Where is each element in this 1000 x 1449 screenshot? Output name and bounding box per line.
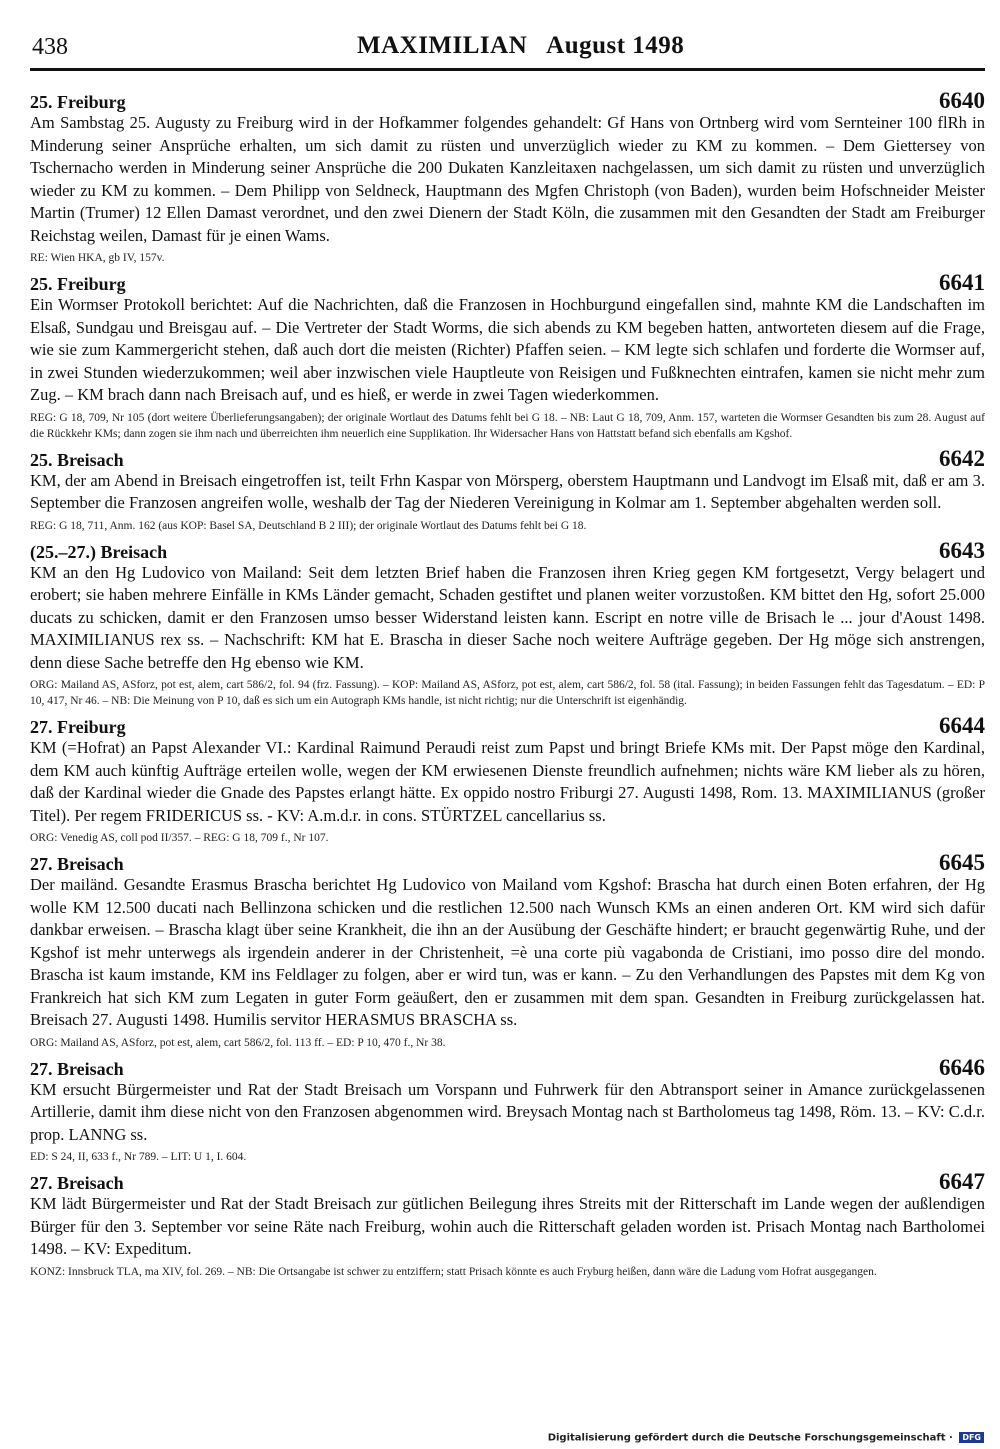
entry-text: KM ersucht Bürgermeister und Rat der Stadt Breisach um Vorspann und Fuhrwerk für den Abtransport seiner in Amance zurückgelassenen Artillerie, damit ihm diese nicht von den Franzosen abgenommen wird. Breysach Montag nach st Bartholomeus tag 1498, Röm. 13. – KV: C.d.r. prop. LANNG ss. [30,1079,985,1144]
header-rule [30,68,985,71]
entry-place: 25. Freiburg [30,274,126,294]
entry-number: 6640 [939,88,985,113]
entry-number: 6645 [939,850,985,875]
entry [30,538,985,710]
entry-number: 6647 [939,1169,985,1194]
entry-source: ORG: Mailand AS, ASforz, pot est, alem, cart 586/2, fol. 113 ff. – ED: P 10, 470 f., Nr 38. [30,1036,446,1049]
entry [30,1055,985,1166]
page-header [32,34,984,70]
entry-place: 27. Breisach [30,854,124,874]
entry [30,1169,985,1280]
entry-source: REG: G 18, 711, Anm. 162 (aus KOP: Basel SA, Deutschland B 2 III); der originale Wortlaut des Datums fehlt bei G 18. [30,519,587,532]
entry-number: 6641 [939,270,985,295]
entry-number: 6646 [939,1054,985,1080]
page-number: 438 [32,34,68,60]
entry-text: KM an den Hg Ludovico von Mailand: Seit dem letzten Brief haben die Franzosen ihren Krieg gegen KM fortgesetzt, Vergy belagert und erobert; sie haben mehrere Einfälle in KMs Länder gemacht, Schaden gestiftet und planen weiter vorzustoßen. KM bittet den Hg, sofort 25.000 ducats zu schicken, damit er den Franzosen umso besser Widerstand leisten kann. Escript en notre ville de Brisach le ... jour d'Aoust 1498. MAXIMILIANUS rex ss. – Nachschrift: KM hat E. Brascha in dieser Sache noch weitere Aufträge gegeben. Der Hg möge sich anstrengen, denn diese Sache betreffe den Hg ebenso wie KM. [30,562,985,672]
entry-text: Ein Wormser Protokoll berichtet: Auf die Nachrichten, daß die Franzosen in Hochburgund eingefallen sind, mahnte KM die Landschaften im Elsaß, Sundgau und Breisgau auf. – Die Vertreter der Stadt Worms, die sich abends zu KM begeben hatten, antworteten diesem auf die Frage, wie sie zum Kammergericht stehen, daß auch dort die meisten (Richter) Pfaffen seien. – KM legte sich schlafen und forderte die Wormser auf, in zwei Stunden wiederzukommen; weil aber inzwischen viele Hauptleute von Reisigen und Fußknechten eintrafen, kamen sie nicht mehr zum Zug. – KM brach dann nach Breisach auf, und es hieß, er werde in zwei Tagen wiederkommen. [30,295,985,404]
entry-place: 25. Freiburg [30,92,126,112]
entry-place: 27. Breisach [30,1058,124,1079]
entry-text: KM (=Hofrat) an Papst Alexander VI.: Kardinal Raimund Peraudi reist zum Papst und bringt Briefe KMs mit. Der Papst möge den Kardinal, dem KM auch künftig Aufträge erteilen wolle, wegen der KM erwiesenen Dienste freundlich aufnehmen; nichts wäre KM lieber als zu hören, daß der Kardinal wieder die Gnade des Papstes erlangt hätte. Ex oppido nostro Friburgi 27. Augusti 1498, Rom. 13. MAXIMILIANUS (großer Titel). Per regem FRIDERICUS ss. - KV: A.m.d.r. in cons. STÜRTZEL cancellarius ss. [30,738,985,825]
entry-source: RE: Wien HKA, gb IV, 157v. [30,252,165,264]
entry-source: ORG: Mailand AS, ASforz, pot est, alem, cart 586/2, fol. 94 (frz. Fassung). – KOP: Mailand AS, ASforz, pot est, alem, cart 586/2, fol. 58 (ital. Fassung); in beiden Fassungen fehlt das Tagesdatum. – ED: P 10, 417, Nr 46. – NB: Die Meinung von P 10, daß es sich um ein Autograph KMs handle, ist nicht richtig; nur die Unterschrift ist eigenhändig. [30,679,985,707]
entry-number: 6642 [939,445,985,471]
entry-text: KM, der am Abend in Breisach eingetroffen ist, teilt Frhn Kaspar von Mörsperg, oberstem Hauptmann und Landvogt im Elsaß mit, daß er am 3. September die Franzosen angreifen wolle, weshalb der Tag der Niederen Vereinigung in Kolmar am 1. September abgehalten werden soll. [30,470,985,512]
footer-text: Digitalisierung gefördert durch die Deutsche Forschungsgemeinschaft · [547,1432,953,1444]
dfg-footer [548,1432,984,1444]
entry-place: 27. Breisach [30,1173,124,1193]
entry [30,446,985,534]
entry-number: 6644 [939,713,985,738]
entry-text: Der mailänd. Gesandte Erasmus Brascha berichtet Hg Ludovico von Mailand vom Kgshof: Brascha hat durch einen Boten erfahren, der Hg wolle KM 12.500 ducati nach Bellinzona schicken und die restlichen 12.500 nach Wunsch KMs an einen anderen Ort. KM wird sich dafür dankbar erweisen. – Brascha klagt über seine Krankheit, die ihn an der Ausübung der Geschäfte hindert; er braucht gegenwärtig Ruhe, und der Kgshof ist mehr unterwegs als irgendein anderer in der Christenheit, =è una corte più vagabonda de Cristiani, imo posso dire del mondo. Brascha ist kaum imstande, KM ins Feldlager zu folgen, aber er wird tun, was er kann. – Zu den Verhandlungen des Papstes mit dem Kg von Frankreich hat sich KM zum Legaten in guter Form geäußert, den er zusammen mit dem span. Gesandten in Freiburg zurückgelassen hat. Breisach 27. Augusti 1498. Humilis servitor HERASMUS BRASCHA ss. [30,875,985,1029]
entry [30,270,985,442]
entry [30,713,985,846]
running-title: MAXIMILIAN August 1498 [357,32,685,59]
entry-number: 6643 [939,537,985,563]
entry-text: KM lädt Bürgermeister und Rat der Stadt Breisach zur gütlichen Beilegung ihres Streits mit der Ritterschaft im Lande wegen der außlendigen Bürger für den 3. September vor seine Räte nach Freiburg, wohin auch die Ritterschaft geladen worden ist. Prisach Montag nach Bartholomei 1498. – KV: Expeditum. [30,1194,985,1258]
entry-text: Am Sambstag 25. Augusty zu Freiburg wird in der Hofkammer folgendes gehandelt: Gf Hans von Ortnberg wird vom Sernteiner 100 flRh in Minderung seiner Ansprüche erhalten, um sich damit zu rüsten und unverzüglich wieder zu KM zu kommen. – Dem Giettersey von Tschernacho werden in Minderung seiner Ansprüche die 200 Dukaten Kanzleitaxen nachgelassen, um sich damit zu rüsten und unverzüglich wieder zu KM zu kommen. – Dem Philipp von Seldneck, Hauptmann des Mgfen Christoph (von Baden), wurden beim Hofschneider Meister Martin (Trumer) 12 Ellen Damast verordnet, und den zwei Dienern der Stadt Köln, die zusammen mit den Gesandten der Stadt am Freiburger Reichstag weilen, Damast für je einen Wams. [30,113,985,245]
entry-place: (25.–27.) Breisach [30,541,168,562]
entry [30,850,985,1051]
entries-list [30,88,985,1284]
entry-place: 27. Freiburg [30,717,126,737]
entry-source: KONZ: Innsbruck TLA, ma XIV, fol. 269. – NB: Die Ortsangabe ist schwer zu entziffern; statt Prisach könnte es auch Fryburg heißen, dann wäre die Ladung vom Hofrat ausgegangen. [30,1265,877,1278]
entry-source: ORG: Venedig AS, coll pod II/357. – REG: G 18, 709 f., Nr 107. [30,832,329,844]
entry [30,88,985,266]
entry-place: 25. Breisach [30,449,124,470]
entry-source: REG: G 18, 709, Nr 105 (dort weitere Überlieferungsangaben); der originale Wortlaut des Datums fehlt bei G 18. – NB: Laut G 18, 709, Anm. 157, warteten die Wormser Gesandten bis zum 28. August auf die Rückkehr KMs; dann zogen sie ihm nach und überreichten ihm neuerlich eine Supplikation. Ihr Widersacher Hans von Hattstatt befand sich ebenfalls am Kgshof. [30,411,985,440]
dfg-logo: DFG [959,1432,984,1443]
entry-source: ED: S 24, II, 633 f., Nr 789. – LIT: U 1, I. 604. [30,1151,247,1163]
